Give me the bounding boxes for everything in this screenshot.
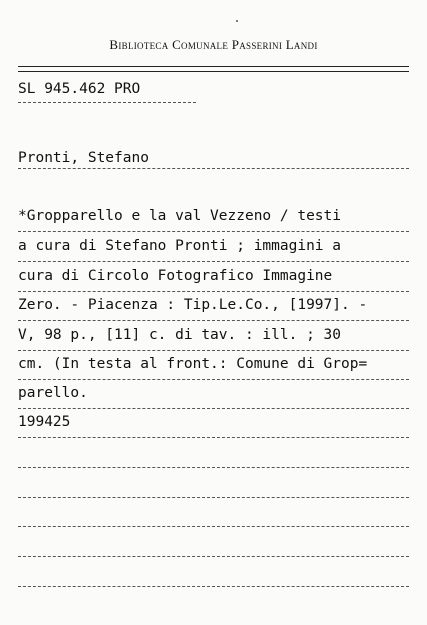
blank-dotted-rule <box>18 556 409 557</box>
title-line-7: parello. <box>18 385 88 401</box>
header-double-rule <box>18 66 409 72</box>
dotted-rule <box>18 231 409 232</box>
dotted-rule <box>18 291 409 292</box>
blank-dotted-rule <box>18 526 409 527</box>
dotted-rule <box>18 437 409 438</box>
title-line-2: a cura di Stefano Pronti ; immagini a <box>18 238 342 254</box>
author-heading: Pronti, Stefano <box>18 150 149 166</box>
blank-dotted-rule <box>18 497 409 498</box>
title-line-6: cm. (In testa al front.: Comune di Grop= <box>18 356 368 372</box>
title-line-5: V, 98 p., [11] c. di tav. : ill. ; 30 <box>18 327 342 343</box>
reference-number: 199425 <box>18 414 71 430</box>
dotted-rule <box>18 320 409 321</box>
shelfmark-dotted-rule <box>18 102 196 103</box>
dotted-rule <box>18 261 409 262</box>
blank-dotted-rule <box>18 586 409 587</box>
library-header: Biblioteca Comunale Passerini Landi <box>109 37 318 52</box>
shelfmark: SL 945.462 PRO <box>18 81 141 97</box>
title-line-4: Zero. - Piacenza : Tip.Le.Co., [1997]. - <box>18 297 368 313</box>
title-line-1: *Gropparello e la val Vezzeno / testi <box>18 208 342 224</box>
title-line-3: cura di Circolo Fotografico Immagine <box>18 268 333 284</box>
dotted-rule <box>18 350 409 351</box>
blank-dotted-rule <box>18 467 409 468</box>
speck <box>236 20 238 22</box>
dotted-rule <box>18 379 409 380</box>
author-dotted-rule <box>18 168 409 169</box>
dotted-rule <box>18 408 409 409</box>
